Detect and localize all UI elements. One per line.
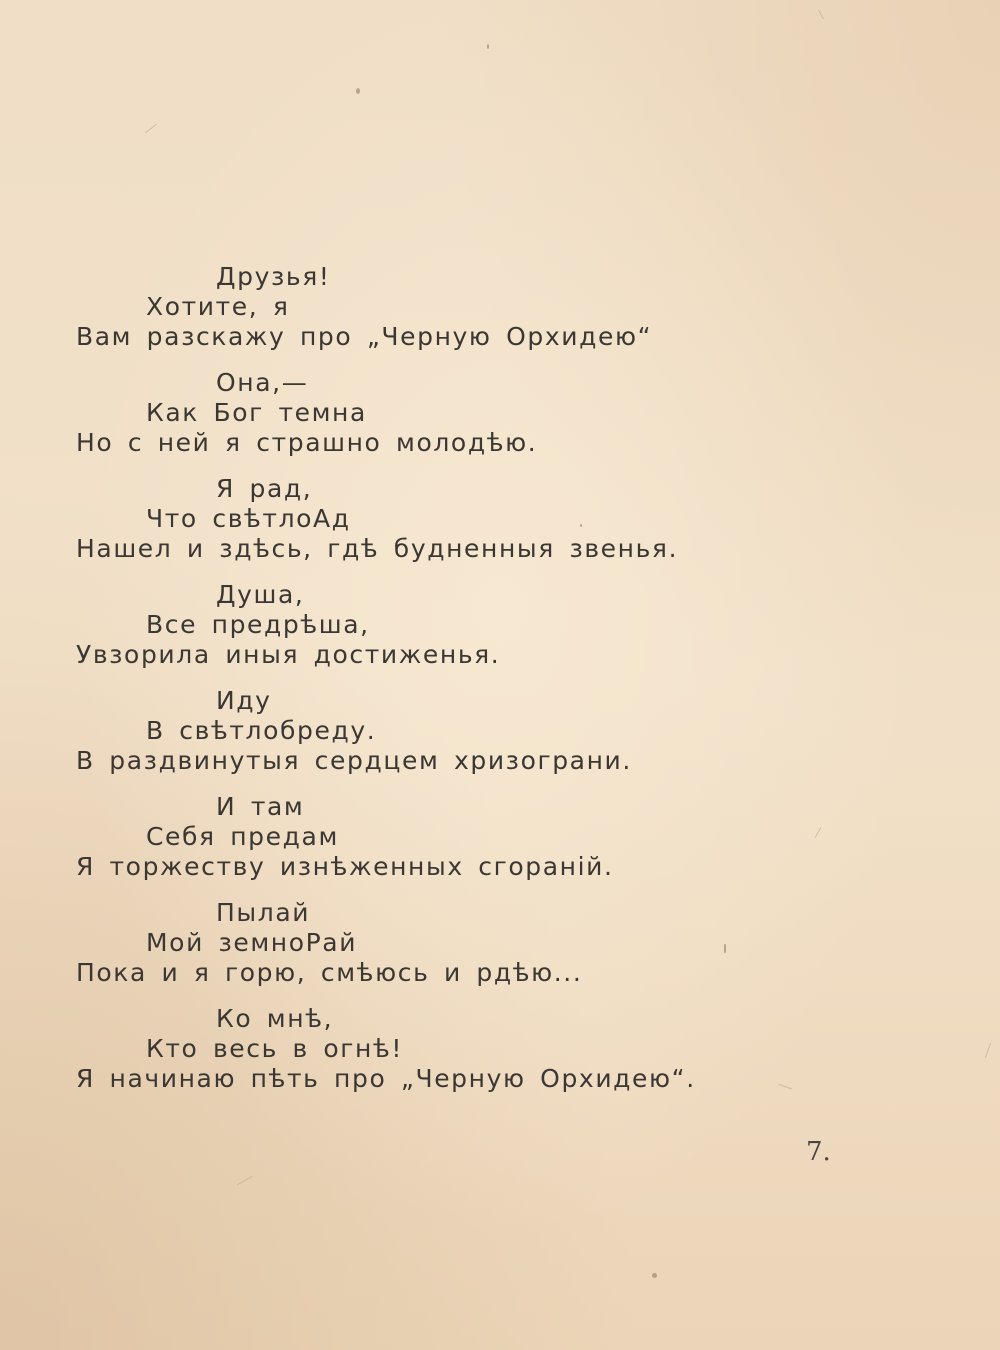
stanza-2 [0, 368, 1000, 474]
paper-speck [724, 944, 726, 953]
stanza-8 [0, 1004, 1000, 1110]
poem-line: Иду [216, 686, 272, 715]
poem [0, 262, 1000, 1110]
poem-line: Хотите, я [146, 292, 290, 321]
paper-speck [356, 88, 360, 94]
poem-line: Пока и я горю, смѣюсь и рдѣю... [76, 958, 583, 987]
poem-line: В раздвинутыя сердцем хризограни. [76, 746, 632, 775]
stanza-7 [0, 898, 1000, 1004]
paper-speck [652, 1273, 657, 1278]
stanza-5 [0, 686, 1000, 792]
paper-fiber [237, 1176, 253, 1186]
poem-line: И там [216, 792, 305, 821]
poem-line: Душа, [216, 580, 305, 609]
poem-line: Вам разскажу про „Черную Орхидею“ [76, 322, 653, 351]
poem-line: Как Бог темна [146, 398, 367, 427]
poem-line: Кто весь в огнѣ! [146, 1034, 403, 1063]
paper-fiber [818, 10, 824, 19]
stanza-3 [0, 474, 1000, 580]
stanza-4 [0, 580, 1000, 686]
poem-line: Друзья! [216, 262, 331, 291]
stanza-1 [0, 262, 1000, 368]
poem-line: Я торжеству изнѣженных сгораній. [76, 852, 614, 881]
poem-line: Нашел и здѣсь, гдѣ будненныя звенья. [76, 534, 679, 563]
poem-line: Ко мнѣ, [216, 1004, 334, 1033]
stanza-6 [0, 792, 1000, 898]
paper-fiber [145, 124, 157, 133]
poem-line: В свѣтлобреду. [146, 716, 377, 745]
paper-speck [487, 44, 489, 49]
poem-line: Себя предам [146, 822, 339, 851]
poem-line: Мой земноРай [146, 928, 358, 957]
paper-speck [580, 524, 582, 527]
poem-line: Пылай [216, 898, 311, 927]
poem-line: Я рад, [216, 474, 313, 503]
page-number: 7. [806, 1137, 831, 1167]
poem-line: Но с ней я страшно молодѣю. [76, 428, 538, 457]
poem-line: Она,— [216, 368, 309, 397]
poem-line: Все предрѣша, [146, 610, 370, 639]
poem-line: Увзорила иныя достиженья. [76, 640, 501, 669]
poem-line: Что свѣтлоАд [146, 504, 351, 533]
poem-line: Я начинаю пѣть про „Черную Орхидею“. [76, 1064, 696, 1093]
